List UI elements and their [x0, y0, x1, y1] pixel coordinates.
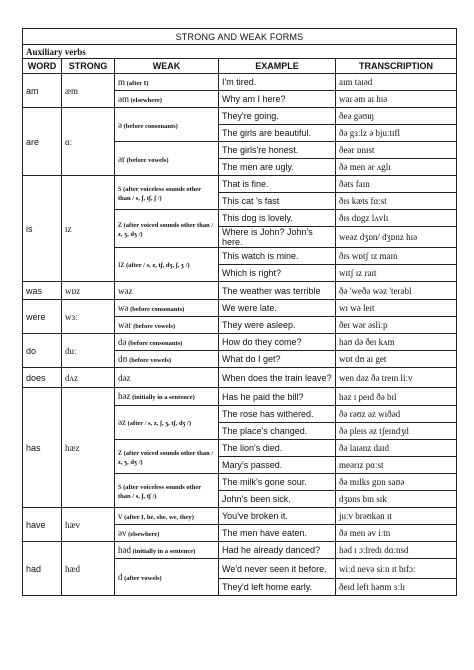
transcription-cell: ðə rəʊz əz wɪðəd: [336, 406, 457, 423]
weak-form-note: (initially in a sentence): [130, 394, 195, 401]
transcription-cell: ðɪs wɒtʃ ɪz maɪn: [336, 248, 457, 265]
strong-form-cell: ɪz: [62, 176, 115, 282]
weak-form-note: (before vowels): [127, 357, 172, 364]
strong-form-cell: wɒz: [62, 282, 115, 300]
transcription-cell: ðə laɪənz daɪd: [336, 440, 457, 457]
example-cell: That is fine.: [219, 176, 336, 193]
weak-form-note: (initially in a sentence): [131, 547, 196, 555]
weak-form-cell: [115, 210, 219, 248]
weak-form-cell: [115, 300, 219, 317]
weak-form: həd: [118, 544, 131, 555]
example-cell: We'd never seen it before.: [219, 559, 336, 579]
weak-form-cell: [115, 91, 219, 108]
weak-form-note: (elsewhere): [129, 97, 162, 104]
transcription-cell: meərɪz pɑːst: [336, 457, 457, 474]
example-cell: The girls're honest.: [219, 142, 336, 159]
example-cell: Had he already danced?: [219, 542, 336, 559]
weak-form-note: (after voiceless sounds other than / s, ʃ, tʃ /): [118, 483, 202, 500]
example-cell: Where is John? John's here.: [219, 227, 336, 248]
weak-form-cell: [115, 142, 219, 176]
weak-form: əv: [118, 528, 127, 538]
example-cell: How do they come?: [219, 334, 336, 351]
transcription-cell: ðɪs kæts fɑːst: [336, 193, 457, 210]
example-cell: I'm tired.: [219, 74, 336, 91]
example-cell: John's been sick.: [219, 491, 336, 508]
weak-form: dʊ: [118, 354, 128, 364]
example-cell: They'd left home early.: [219, 579, 336, 596]
weak-form: z: [118, 446, 122, 457]
example-cell: The weather was terrible: [219, 282, 336, 300]
transcription-cell: ðə gɜːlz ə bjuːtɪfl: [336, 125, 457, 142]
transcription-cell: ðə men ər ʌglɪ: [336, 159, 457, 176]
transcription-cell: ðeɪ wər əsliːp: [336, 317, 457, 334]
weak-form-note: (before vowels): [125, 156, 169, 164]
weak-form-cell: [115, 176, 219, 210]
transcription-cell: weəz dʒɒn/ dʒɒnz hɪə: [336, 227, 457, 248]
weak-form: ər: [118, 153, 125, 164]
example-cell: You've broken it.: [219, 508, 336, 525]
table-row: [23, 388, 457, 406]
weak-form-note: (after voiced sounds other than / z, ʒ, dʒ /): [118, 221, 214, 238]
example-cell: We were late.: [219, 300, 336, 317]
transcription-cell: wen dəz ðə treɪn liːv: [336, 368, 457, 388]
strong-form-cell: hæz: [62, 388, 115, 508]
weak-form-note: (elsewhere): [126, 531, 160, 538]
table-row: [23, 368, 457, 388]
weak-form-note: (after / s, z, tʃ, dʒ, ʃ, ʒ /): [124, 262, 190, 269]
table-row: [23, 108, 457, 125]
section-label: Auxiliary verbs: [23, 45, 457, 59]
table-row: [23, 74, 457, 91]
weak-form: s: [118, 480, 122, 491]
word-cell: am: [23, 74, 62, 108]
weak-form-note: (after voiced sounds other than / z, ʒ, dʒ /): [118, 449, 214, 466]
example-cell: Mary's passed.: [219, 457, 336, 474]
transcription-cell: wɒt dʊ aɪ get: [336, 351, 457, 368]
example-cell: Has he paid the bill?: [219, 388, 336, 406]
example-cell: Which is right?: [219, 265, 336, 282]
weak-form-cell: [115, 248, 219, 282]
transcription-cell: dʒɒns bɪn sɪk: [336, 491, 457, 508]
col-header-word: WORD: [23, 59, 62, 74]
table-row: [23, 176, 457, 193]
example-cell: When does the train leave?: [219, 368, 336, 388]
weak-form-note: (after / s, z, ʃ, ʒ, tʃ, dʒ /): [126, 420, 192, 427]
strong-form-cell: hæd: [62, 542, 115, 596]
example-cell: The girls are beautiful.: [219, 125, 336, 142]
example-cell: The men have eaten.: [219, 525, 336, 542]
strong-weak-forms-table: [22, 28, 457, 596]
weak-form-cell: [115, 542, 219, 559]
weak-form: də: [118, 337, 127, 347]
col-header-strong: STRONG: [62, 59, 115, 74]
word-cell: were: [23, 300, 62, 334]
transcription-cell: wiːd nevə siːn ɪt bɪfɔː: [336, 559, 457, 579]
transcription-cell: həd ɪ ɔːlredɪ dɑːnsd: [336, 542, 457, 559]
weak-form: wə: [118, 303, 129, 313]
word-cell: had: [23, 542, 62, 596]
weak-form-note: (before consonants): [126, 340, 183, 347]
weak-form-note: (after vowels): [122, 575, 162, 582]
table-row: [23, 300, 457, 317]
transcription-cell: juːv brəʊkən ɪt: [336, 508, 457, 525]
weak-form-cell: [115, 440, 219, 474]
strong-form-cell: wɜː: [62, 300, 115, 334]
weak-form-cell: [115, 388, 219, 406]
transcription-cell: ðeər ɒnɪst: [336, 142, 457, 159]
transcription-cell: ðeə gəʊɪŋ: [336, 108, 457, 125]
weak-form-cell: [115, 474, 219, 508]
strong-form-cell: duː: [62, 334, 115, 368]
weak-form: ɪz: [118, 259, 125, 269]
weak-form: ə: [118, 119, 122, 130]
example-cell: The milk's gone sour.: [219, 474, 336, 491]
strong-form-cell: hæv: [62, 508, 115, 542]
word-cell: are: [23, 108, 62, 176]
table-row: [23, 542, 457, 559]
weak-form-note: (after I, he, she, we, they): [122, 513, 194, 521]
transcription-cell: wɪtʃ ɪz raɪt: [336, 265, 457, 282]
table-row: [23, 508, 457, 525]
strong-form-cell: dʌz: [62, 368, 115, 388]
weak-form-cell: [115, 317, 219, 334]
weak-form-note: (before vowels): [131, 323, 176, 330]
transcription-cell: haʊ də ðeɪ kʌm: [336, 334, 457, 351]
transcription-cell: ðə men əv iːtn: [336, 525, 457, 542]
transcription-cell: wɪ wə leɪt: [336, 300, 457, 317]
weak-form: həz: [118, 391, 131, 401]
weak-form: z: [118, 218, 122, 229]
weak-form: d: [118, 572, 123, 582]
table-row: [23, 282, 457, 300]
weak-form-cell: [115, 508, 219, 525]
transcription-cell: ðəts faɪn: [336, 176, 457, 193]
word-cell: has: [23, 388, 62, 508]
word-cell: does: [23, 368, 62, 388]
example-cell: They're going.: [219, 108, 336, 125]
word-cell: is: [23, 176, 62, 282]
weak-form-cell: [115, 559, 219, 596]
example-cell: This cat 's fast: [219, 193, 336, 210]
weak-form-note: (after I): [125, 80, 149, 87]
strong-form-cell: æm: [62, 74, 115, 108]
example-cell: The men are ugly.: [219, 159, 336, 176]
example-cell: Why am I here?: [219, 91, 336, 108]
weak-form-cell: [115, 74, 219, 91]
example-cell: They were asleep.: [219, 317, 336, 334]
weak-form-cell: [115, 282, 219, 300]
col-header-weak: WEAK: [115, 59, 219, 74]
weak-form-note: (after voiceless sounds other than / s, ʃ, tʃ, ʃ /): [118, 185, 202, 202]
transcription-cell: aɪm taɪəd: [336, 74, 457, 91]
weak-form-cell: [115, 406, 219, 440]
weak-form: wər: [118, 320, 132, 330]
transcription-cell: həz ɪ peɪd ðə bɪl: [336, 388, 457, 406]
col-header-transcription: TRANSCRIPTION: [336, 59, 457, 74]
weak-form-cell: [115, 525, 219, 542]
weak-form: əz: [118, 417, 126, 427]
word-cell: have: [23, 508, 62, 542]
weak-form-note: (before consonants): [128, 306, 185, 313]
example-cell: The lion's died.: [219, 440, 336, 457]
strong-form-cell: ɑː: [62, 108, 115, 176]
example-cell: The place's changed.: [219, 423, 336, 440]
weak-form-cell: [115, 351, 219, 368]
example-cell: This watch is mine.: [219, 248, 336, 265]
word-cell: was: [23, 282, 62, 300]
transcription-cell: ðə 'weðə wəz 'terəbl: [336, 282, 457, 300]
transcription-cell: ðə mɪlks gɒn saʊə: [336, 474, 457, 491]
table-title: STRONG AND WEAK FORMS: [23, 29, 457, 45]
example-cell: The rose has withered.: [219, 406, 336, 423]
weak-form: wəz: [118, 285, 133, 296]
weak-form-cell: [115, 108, 219, 142]
weak-form: v: [118, 510, 123, 521]
weak-form: əm: [118, 94, 129, 104]
table-row: [23, 334, 457, 351]
example-cell: What do I get?: [219, 351, 336, 368]
weak-form-note: (before consonants): [122, 122, 178, 130]
transcription-cell: waɪ əm aɪ hɪə: [336, 91, 457, 108]
col-header-example: EXAMPLE: [219, 59, 336, 74]
weak-form-cell: [115, 334, 219, 351]
transcription-cell: ðə pleɪs əz tʃeɪndʒd: [336, 423, 457, 440]
transcription-cell: ðeɪd left həʊm ɜːlɪ: [336, 579, 457, 596]
weak-form: s: [118, 182, 122, 193]
example-cell: This dog is lovely.: [219, 210, 336, 227]
transcription-cell: ðɪs dɒgz lʌvlɪ: [336, 210, 457, 227]
word-cell: do: [23, 334, 62, 368]
weak-form: m: [118, 77, 126, 87]
weak-form-cell: [115, 368, 219, 388]
weak-form: dəz: [118, 372, 131, 383]
